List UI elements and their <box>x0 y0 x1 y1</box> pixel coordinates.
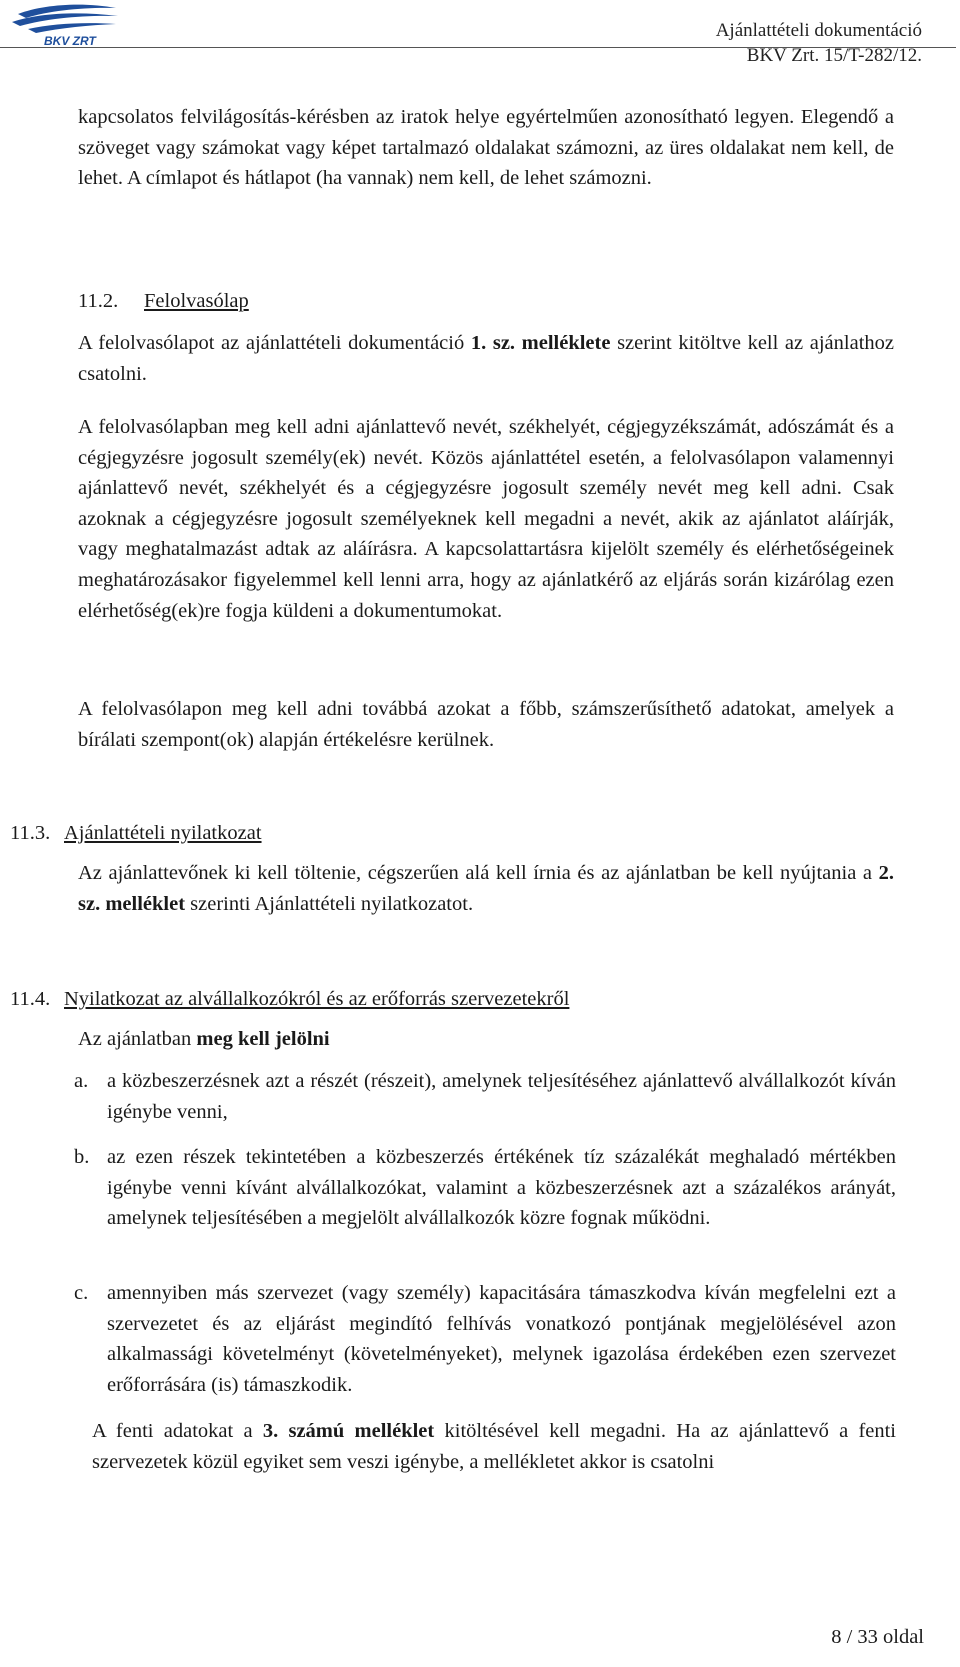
s112-p1-attachment-ref: 1. sz. melléklete <box>470 332 611 354</box>
s114-attachment-ref: 3. számú melléklet <box>262 1420 435 1442</box>
list-marker: c. <box>74 1282 89 1304</box>
doc-reference: BKV Zrt. 15/T-282/12. <box>746 45 922 66</box>
s114-closing-text-c: kitöltésével kell megadni. Ha az ajánlattevő a fenti szervezetek közül egyiket sem veszi igénybe, a mellékletet akkor is csatolni <box>92 1420 897 1473</box>
section-title: Nyilatkozat az alvállalkozókról és az erőforrás szervezetekről <box>64 988 570 1010</box>
s112-paragraph-1 <box>78 328 894 389</box>
s113-text-a: Az ajánlattevőnek ki kell töltenie, cégszerűen alá kell írnia és az ajánlatban be kell nyújtania a <box>78 862 879 884</box>
page-header <box>0 0 960 66</box>
list-marker: a. <box>74 1070 89 1092</box>
s112-paragraph-3: A felolvasólapon meg kell adni továbbá azokat a főbb, számszerűsíthető adatokat, amelyek a bírálati szempont(ok) alapján értékelésre kerülnek. <box>78 698 894 751</box>
s112-p1-text-a: A felolvasólapot az ajánlattételi dokumentáció <box>78 332 471 354</box>
section-number: 11.3. <box>10 822 51 844</box>
s113-paragraph <box>78 858 894 919</box>
list-item <box>74 1142 896 1266</box>
list-item <box>74 1066 896 1128</box>
s114-closing-text-a: A fenti adatokat a <box>92 1420 263 1442</box>
section-number: 11.2. <box>78 290 119 312</box>
s113-text-c: szerinti Ajánlattételi nyilatkozatot. <box>185 892 474 915</box>
list-item-text: a közbeszerzésnek azt a részét (részeit), amelynek teljesítéséhez ajánlattevő alvállalkozót kíván igénybe venni, <box>107 1070 896 1123</box>
section-11-2-heading <box>78 286 249 316</box>
s114-closing-paragraph <box>92 1416 896 1477</box>
list-marker: b. <box>74 1146 90 1168</box>
list-item-text: az ezen részek tekintetében a közbeszerzés értékének tíz százalékát meghaladó mértékben igénybe venni kívánt alvállalkozókat, valamint a közbeszerzésnek azt a százalékos arányát, amelynek teljesítésében a megjelölt alvállalkozók közre fognak működni. <box>107 1146 896 1230</box>
header-doc-info <box>716 18 922 68</box>
bkv-logo-icon <box>4 2 126 46</box>
svg-text:BKV ZRT: BKV ZRT <box>44 34 96 46</box>
section-title: Ajánlattételi nyilatkozat <box>64 822 262 844</box>
doc-title: Ajánlattételi dokumentáció <box>715 20 922 41</box>
section-title: Felolvasólap <box>144 290 249 312</box>
page-number: 8 / 33 oldal <box>831 1626 924 1648</box>
section-11-4-heading <box>10 984 569 1014</box>
s114-lead-text: Az ajánlatban <box>78 1028 197 1050</box>
list-item-text: amennyiben más szervezet (vagy személy) kapacitására támaszkodva kíván megfelelni ezt a szervezetet és az eljárást megindító felhívás vonatkozó pontjának megjelölésével azon alkalmassági követelményt (követelményeket), melynek igazolása érdekében ezen szervezet erőforrására (is) támaszkodik. <box>107 1282 896 1396</box>
s114-lead-bold: meg kell jelölni <box>196 1028 330 1050</box>
s114-lead <box>78 1024 894 1055</box>
intro-paragraph: kapcsolatos felvilágosítás-kérésben az iratok helye egyértelműen azonosítható legyen. Elegendő a szöveget vagy számokat vagy képet tartalmazó oldalakat számozni, az üres oldalakat nem kell, de lehet. A címlapot és hátlapot (ha vannak) nem kell, de lehet számozni. <box>78 106 894 190</box>
list-item <box>74 1278 896 1402</box>
s112-p1-text-c: szerint kitöltve kell az ajánlathoz csatolni. <box>78 332 894 385</box>
section-number: 11.4. <box>10 988 51 1010</box>
s112-paragraph-2: A felolvasólapban meg kell adni ajánlattevő nevét, székhelyét, cégjegyzékszámát, adószámát és a cégjegyzésre jogosult személy(ek) nevét. Közös ajánlattétel esetén, a felolvasólapon valamennyi ajánlattevő nevét, székhelyét és a cégjegyzésre jogosult személy nevét meg kell adni. Csak azoknak a cégjegyzésre jogosult személyeknek kell megadni a nevét, akik az ajánlatot aláírják, vagy meghatalmazást adtak az aláírásra. A kapcsolattartásra kijelölt személy és elérhetőségeinek meghatározásakor figyelemmel kell lenni arra, hogy az ajánlatkérő az eljárás során kizárólag ezen elérhetőség(ek)re fogja küldeni a dokumentumokat. <box>78 416 894 622</box>
s113-attachment-ref: 2. sz. melléklet <box>78 862 894 915</box>
section-11-3-heading <box>10 818 262 848</box>
header-divider <box>0 47 956 48</box>
